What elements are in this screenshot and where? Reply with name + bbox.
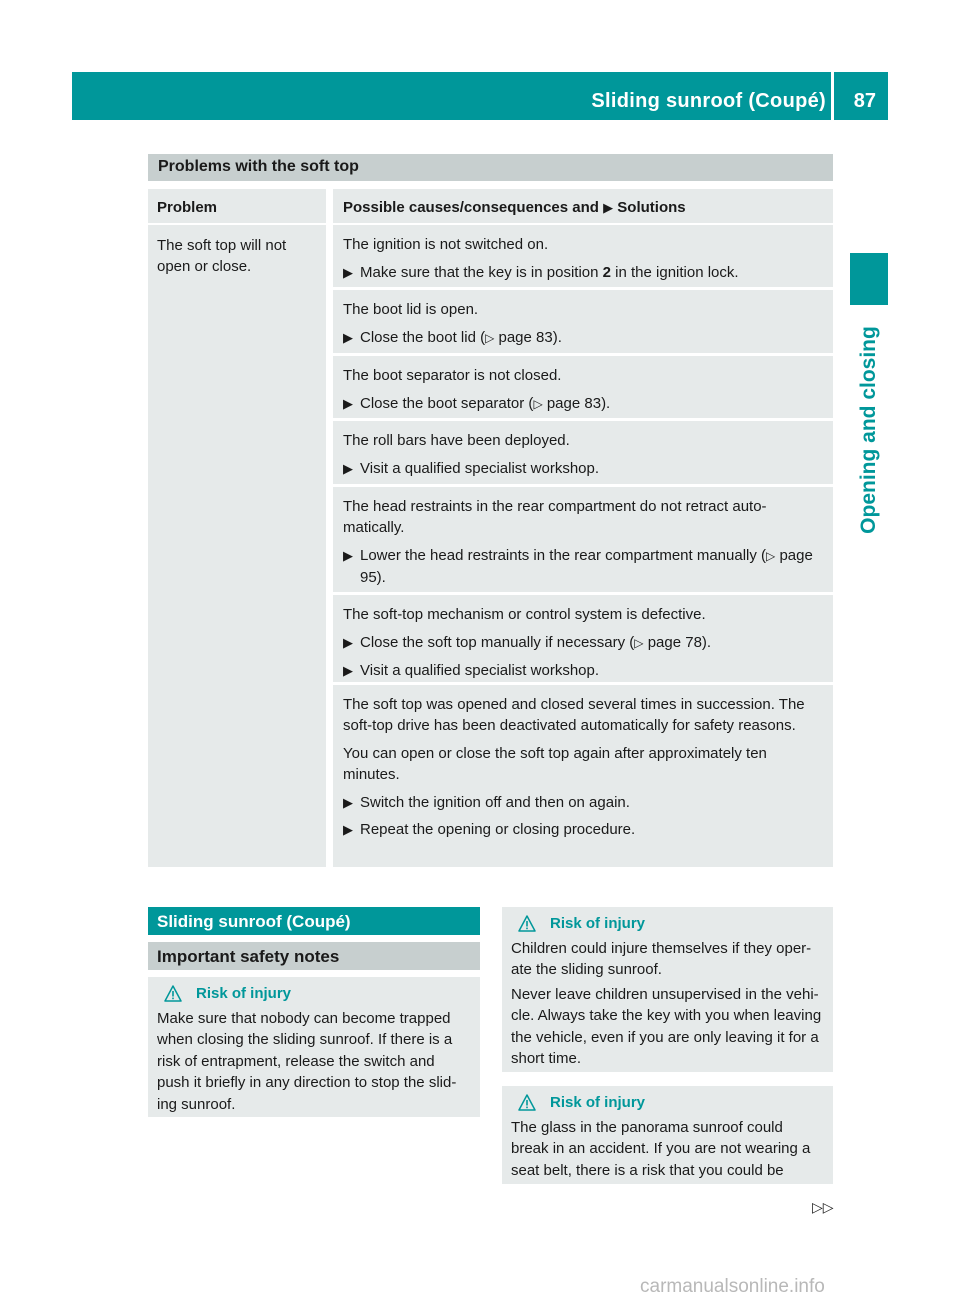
cause-text: The boot lid is open. bbox=[343, 301, 479, 318]
solution-step bbox=[343, 458, 823, 479]
warning-box bbox=[502, 907, 833, 1072]
page-ref-icon: ▷ bbox=[485, 331, 495, 345]
table-row bbox=[333, 225, 833, 287]
warning-header bbox=[511, 1092, 824, 1114]
table-title: Problems with the soft top bbox=[148, 154, 833, 181]
cause-text: The soft-top mechanism or control system is defective. bbox=[343, 606, 706, 623]
chapter-tab-marker bbox=[850, 253, 888, 305]
cause-text: The ignition is not switched on. bbox=[343, 236, 549, 253]
warning-triangle-icon bbox=[518, 1094, 536, 1111]
step-text: Close the boot separator ( bbox=[360, 395, 534, 412]
warning-header bbox=[157, 983, 471, 1005]
table-header-row bbox=[148, 189, 833, 223]
action-arrow-icon: ▶ bbox=[343, 265, 353, 280]
table-row bbox=[333, 421, 833, 484]
column-header-solutions-prefix: Possible causes/consequences and bbox=[343, 199, 599, 216]
table-row bbox=[333, 290, 833, 353]
warning-title: Risk of injury bbox=[550, 1094, 646, 1111]
column-header-solutions-suffix: Solutions bbox=[617, 199, 686, 216]
action-arrow-icon: ▶ bbox=[343, 548, 353, 563]
page-number: 87 bbox=[853, 90, 876, 112]
chapter-label: Opening and closing bbox=[857, 326, 880, 534]
header-title: Sliding sunroof (Coupé) bbox=[591, 90, 826, 112]
action-arrow-icon: ▶ bbox=[343, 795, 353, 810]
action-arrow-icon: ▶ bbox=[343, 396, 353, 411]
section-title: Sliding sunroof (Coupé) bbox=[148, 907, 480, 935]
page-header bbox=[72, 72, 888, 120]
table-row bbox=[333, 595, 833, 682]
page-reference[interactable]: page 78). bbox=[647, 634, 712, 651]
step-text-end: in the ignition lock. bbox=[615, 264, 739, 281]
continue-arrow-icon: ▷▷ bbox=[812, 1199, 834, 1215]
step-text: Make sure that the key is in position bbox=[360, 264, 599, 281]
page-reference[interactable]: page 83). bbox=[498, 329, 562, 346]
column-header-solutions bbox=[333, 189, 833, 223]
warning-header bbox=[511, 913, 824, 935]
warning-text: The glass in the panorama sunroof could break in an accident. If you are not wearing a seat belt, there is a risk that you could be bbox=[511, 1118, 811, 1179]
warning-text: Make sure that nobody can become trapped when closing the sliding sunroof. If there is a risk of entrapment, release the switch and push it briefly in any direction to stop the slid-ing sunroof. bbox=[157, 1009, 457, 1113]
warning-text: Children could injure themselves if they oper-ate the sliding sunroof. bbox=[511, 939, 812, 978]
action-arrow-icon: ▶ bbox=[603, 200, 614, 215]
action-arrow-icon: ▶ bbox=[343, 461, 353, 476]
page-ref-icon: ▷ bbox=[634, 636, 644, 650]
cause-text: The roll bars have been deployed. bbox=[343, 432, 570, 449]
watermark-text: carmanualsonline.info bbox=[640, 1276, 825, 1297]
step-text: Visit a qualified specialist workshop. bbox=[360, 662, 600, 679]
cause-text-2: You can open or close the soft top again after approximately ten minutes. bbox=[343, 745, 767, 783]
page-ref-icon: ▷ bbox=[533, 397, 543, 411]
action-arrow-icon: ▶ bbox=[343, 635, 353, 650]
cause-text: The boot separator is not closed. bbox=[343, 367, 562, 384]
table-row bbox=[333, 356, 833, 418]
warning-title: Risk of injury bbox=[196, 985, 292, 1002]
warning-box bbox=[502, 1086, 833, 1184]
problem-cell: The soft top will not open or close. bbox=[148, 225, 326, 867]
table-row bbox=[333, 487, 833, 592]
warning-text-2: Never leave children unsupervised in the vehi-cle. Always take the key with you when leaving the vehicle, even if you are only leaving it for a short time. bbox=[511, 985, 822, 1067]
page-ref-icon: ▷ bbox=[766, 549, 776, 563]
step-text: Repeat the opening or closing procedure. bbox=[360, 821, 636, 838]
column-header-problem: Problem bbox=[148, 189, 326, 223]
warning-triangle-icon bbox=[164, 985, 182, 1002]
action-arrow-icon: ▶ bbox=[343, 663, 353, 678]
solution-step bbox=[343, 327, 823, 349]
table-row bbox=[333, 685, 833, 867]
page-reference[interactable]: page 95). bbox=[360, 547, 813, 586]
warning-triangle-icon bbox=[518, 915, 536, 932]
action-arrow-icon: ▶ bbox=[343, 822, 353, 837]
cause-text: The head restraints in the rear compartment do not retract auto-matically. bbox=[343, 498, 767, 536]
cause-text: The soft top was opened and closed several times in succession. The soft-top drive has been deactivated automatically for safety reasons. bbox=[343, 696, 805, 734]
solution-step bbox=[343, 792, 823, 813]
step-text: Switch the ignition off and then on again. bbox=[360, 794, 630, 811]
solution-step bbox=[343, 660, 823, 681]
solution-step bbox=[343, 545, 823, 588]
step-text: Close the boot lid ( bbox=[360, 329, 486, 346]
step-text: Close the soft top manually if necessary ( bbox=[360, 634, 635, 651]
header-divider bbox=[831, 72, 834, 120]
step-text: Lower the head restraints in the rear compartment manually ( bbox=[360, 547, 767, 564]
subsection-title: Important safety notes bbox=[148, 942, 480, 970]
step-key-position: 2 bbox=[602, 264, 611, 281]
action-arrow-icon: ▶ bbox=[343, 330, 353, 345]
warning-title: Risk of injury bbox=[550, 915, 646, 932]
solution-step bbox=[343, 819, 823, 840]
solution-step bbox=[343, 393, 823, 415]
step-text: Visit a qualified specialist workshop. bbox=[360, 460, 600, 477]
warning-box bbox=[148, 977, 480, 1117]
solution-step bbox=[343, 262, 823, 283]
page-reference[interactable]: page 83). bbox=[546, 395, 611, 412]
solution-step bbox=[343, 632, 823, 654]
